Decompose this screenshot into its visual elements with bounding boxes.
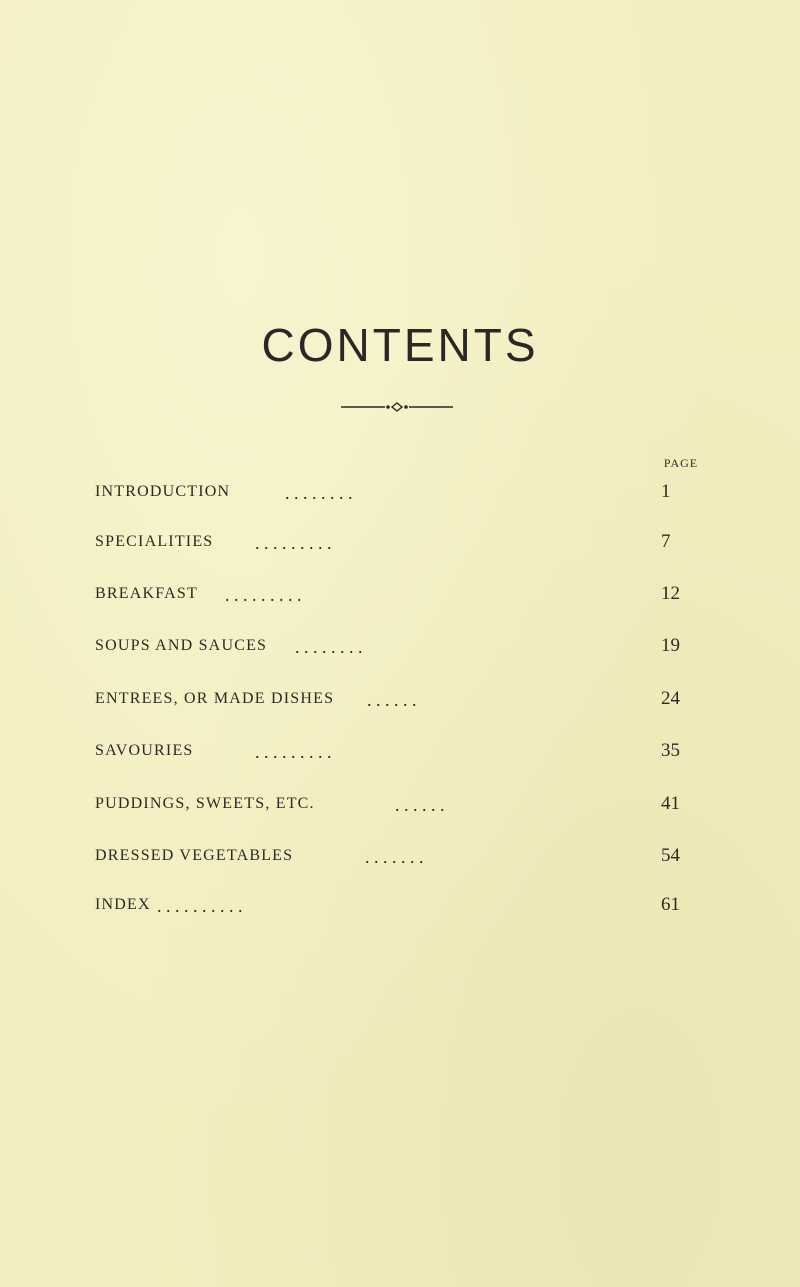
toc-dot-leader: . . . . . . — [367, 690, 417, 710]
toc-entry-introduction — [95, 483, 715, 513]
toc-entry-savouries — [95, 742, 715, 772]
toc-entry-entrees — [95, 690, 715, 720]
toc-dot-leader: . . . . . . . — [365, 847, 424, 867]
toc-entry-title: INDEX — [95, 896, 151, 913]
toc-page-number: 7 — [661, 531, 671, 552]
toc-dot-leader: . . . . . . . . — [295, 637, 363, 657]
toc-page-number: 54 — [661, 845, 680, 866]
toc-page-number: 19 — [661, 635, 680, 656]
toc-dot-leader: . . . . . . — [395, 795, 445, 815]
toc-entry-breakfast — [95, 585, 715, 615]
page-title: CONTENTS — [261, 319, 539, 371]
toc-page-number: 12 — [661, 583, 680, 604]
toc-entry-index — [95, 896, 715, 926]
toc-dot-leader: . . . . . . . . — [285, 483, 353, 503]
toc-page-number: 41 — [661, 793, 680, 814]
toc-page-number: 35 — [661, 740, 680, 761]
toc-entry-title: ENTREES, OR MADE DISHES — [95, 690, 335, 707]
page-column-label: PAGE — [663, 456, 699, 470]
toc-page-number: 24 — [661, 688, 680, 709]
toc-dot-leader: . . . . . . . . . . — [157, 896, 243, 916]
toc-entry-title: SAVOURIES — [95, 742, 194, 759]
toc-dot-leader: . . . . . . . . . — [255, 742, 332, 762]
toc-dot-leader: . . . . . . . . . — [225, 585, 302, 605]
toc-entry-title: PUDDINGS, SWEETS, ETC. — [95, 795, 315, 812]
toc-entry-title: BREAKFAST — [95, 585, 198, 602]
toc-entry-title: DRESSED VEGETABLES — [95, 847, 294, 864]
toc-entry-soups-and-sauces — [95, 637, 715, 667]
toc-page-number: 61 — [661, 894, 680, 915]
toc-entry-dressed-vegetables — [95, 847, 715, 877]
toc-page-number: 1 — [661, 481, 671, 502]
toc-entry-specialities — [95, 533, 715, 563]
toc-entry-title: SOUPS AND SAUCES — [95, 637, 268, 654]
toc-entry-title: INTRODUCTION — [95, 483, 231, 500]
toc-entry-puddings — [95, 795, 715, 825]
toc-entry-title: SPECIALITIES — [95, 533, 214, 550]
toc-dot-leader: . . . . . . . . . — [255, 533, 332, 553]
